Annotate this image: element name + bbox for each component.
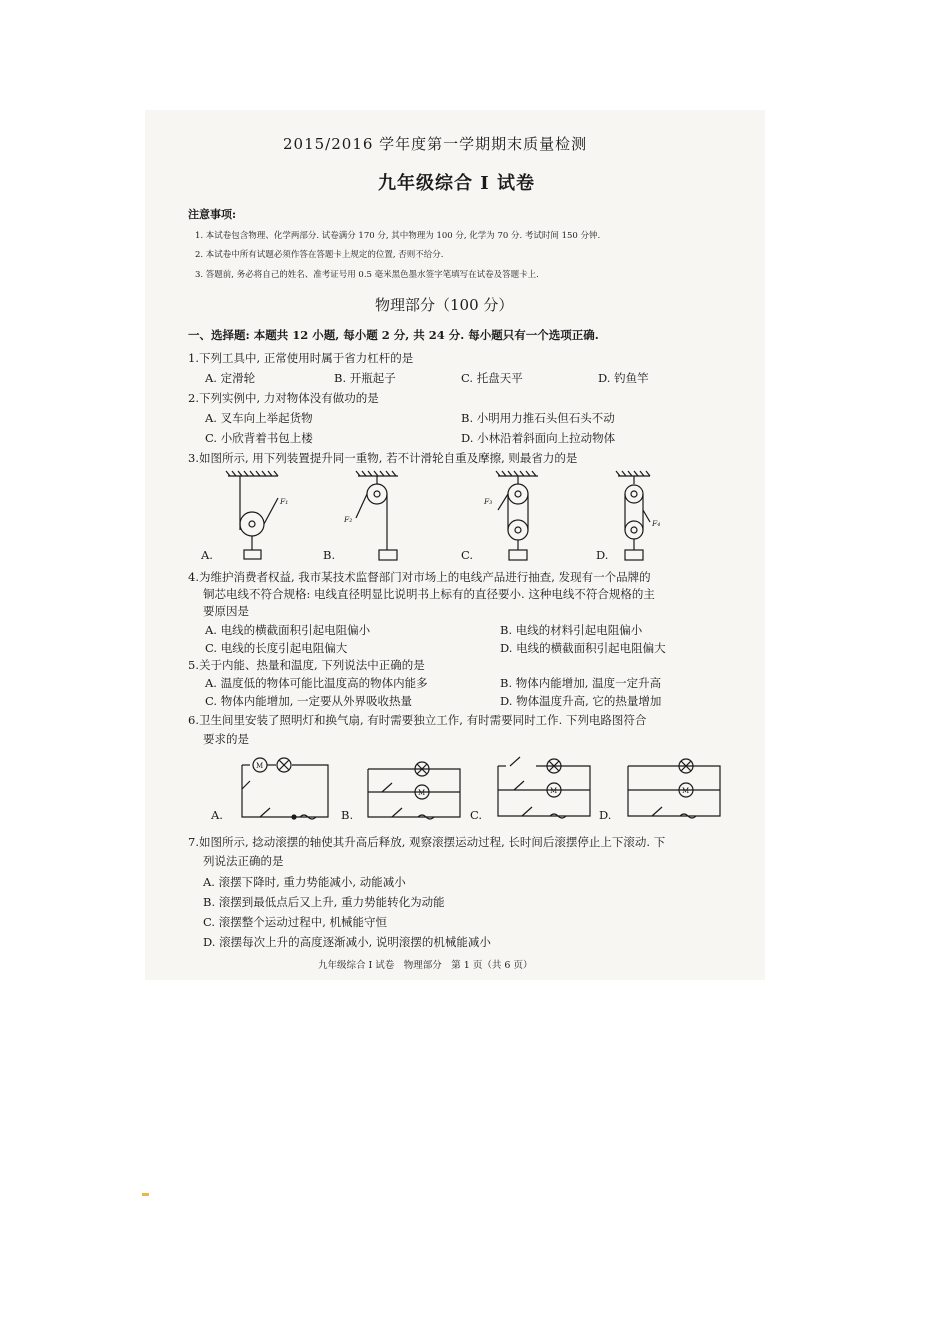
notice-item-1: 1. 本试卷包含物理、化学两部分. 试卷满分 170 分, 其中物理为 100 分, 化学为 70 分. 考试时间 150 分钟. — [195, 231, 601, 241]
question-5-stem: 5.关于内能、热量和温度, 下列说法中正确的是 — [188, 658, 425, 672]
question-7-option-c: C. 滚摆整个运动过程中, 机械能守恒 — [203, 915, 388, 929]
question-1-option-c: C. 托盘天平 — [461, 371, 523, 385]
question-2-option-a: A. 叉车向上举起货物 — [205, 411, 313, 425]
question-2-option-c: C. 小欣背着书包上楼 — [205, 431, 313, 445]
question-5-option-b: B. 物体内能增加, 温度一定升高 — [500, 676, 662, 690]
motor-symbol-b: M — [418, 789, 426, 797]
question-3-stem: 3.如图所示, 用下列装置提升同一重物, 若不计滑轮自重及摩擦, 则最省力的是 — [188, 451, 578, 465]
question-4-option-a: A. 电线的横截面积引起电阻偏小 — [205, 623, 371, 637]
question-4-stem-line-3: 要原因是 — [203, 604, 249, 618]
circuit-diagram-d — [622, 752, 726, 822]
notice-item-2: 2. 本试卷中所有试题必须作答在答题卡上规定的位置, 否则不给分. — [195, 250, 444, 260]
pulley-diagram-c — [480, 470, 560, 570]
question-4-option-c: C. 电线的长度引起电阻偏大 — [205, 641, 348, 655]
circuit-diagram-a — [236, 755, 336, 823]
question-5-option-d: D. 物体温度升高, 它的热量增加 — [500, 694, 662, 708]
question-7-stem-line-1: 7.如图所示, 捻动滚摆的轴使其升高后释放, 观察滚摆运动过程, 长时间后滚摆停止上下滚动. 下 — [188, 835, 666, 849]
force-label-f4: F₄ — [652, 519, 661, 528]
circuit-diagram-b — [362, 755, 466, 823]
question-1-option-d: D. 钓鱼竿 — [598, 371, 649, 385]
question-5-option-a: A. 温度低的物体可能比温度高的物体内能多 — [205, 676, 428, 690]
exam-title: 2015/2016 学年度第一学期期末质量检测 — [283, 135, 588, 153]
motor-symbol-d: M — [682, 787, 690, 795]
motor-symbol-c: M — [550, 787, 558, 795]
force-label-f1: F₁ — [280, 497, 289, 506]
exam-subtitle: 九年级综合 I 试卷 — [378, 173, 535, 194]
question-6-option-a: A. — [211, 808, 223, 822]
question-3-option-c: C. — [461, 548, 474, 562]
pulley-diagram-b — [340, 470, 420, 570]
circuit-diagram-c — [492, 752, 596, 822]
question-6-stem-line-2: 要求的是 — [203, 732, 249, 746]
question-1-option-a: A. 定滑轮 — [205, 371, 256, 385]
question-6-option-d: D. — [599, 808, 612, 822]
notice-heading: 注意事项: — [188, 208, 237, 221]
notice-item-3: 3. 答题前, 务必将自己的姓名、准考证号用 0.5 毫米黑色墨水签字笔填写在试卷及答题卡上. — [195, 270, 539, 280]
scan-mark — [142, 1193, 149, 1196]
motor-symbol-a: M — [256, 762, 264, 770]
pulley-diagram-a — [228, 470, 308, 560]
question-7-option-d: D. 滚摆每次上升的高度逐渐减小, 说明滚摆的机械能减小 — [203, 935, 491, 949]
question-1-option-b: B. 开瓶起子 — [334, 371, 396, 385]
question-5-option-c: C. 物体内能增加, 一定要从外界吸收热量 — [205, 694, 413, 708]
page-footer: 九年级综合 I 试卷 物理部分 第 1 页（共 6 页） — [318, 960, 533, 971]
question-6-option-c: C. — [470, 808, 483, 822]
part-heading: 一、选择题: 本题共 12 小题, 每小题 2 分, 共 24 分. 每小题只有一个选项正确. — [188, 328, 599, 342]
question-4-stem-line-2: 铜芯电线不符合规格: 电线直径明显比说明书上标有的直径要小. 这种电线不符合规格的主 — [203, 587, 655, 601]
question-2-option-d: D. 小林沿着斜面向上拉动物体 — [461, 431, 616, 445]
pulley-diagram-d — [610, 470, 690, 570]
question-1-stem: 1.下列工具中, 正常使用时属于省力杠杆的是 — [188, 351, 414, 365]
question-3-option-d: D. — [596, 548, 609, 562]
question-4-stem-line-1: 4.为维护消费者权益, 我市某技术监督部门对市场上的电线产品进行抽查, 发现有一个品牌的 — [188, 570, 651, 584]
question-7-option-b: B. 滚摆到最低点后又上升, 重力势能转化为动能 — [203, 895, 445, 909]
question-2-stem: 2.下列实例中, 力对物体没有做功的是 — [188, 391, 379, 405]
question-2-option-b: B. 小明用力推石头但石头不动 — [461, 411, 615, 425]
section-title: 物理部分（100 分） — [375, 296, 514, 314]
question-6-stem-line-1: 6.卫生间里安装了照明灯和换气扇, 有时需要独立工作, 有时需要同时工作. 下列电路图符合 — [188, 713, 647, 727]
question-7-option-a: A. 滚摆下降时, 重力势能减小, 动能减小 — [203, 875, 406, 889]
force-label-f3: F₃ — [484, 497, 493, 506]
question-7-stem-line-2: 列说法正确的是 — [203, 854, 284, 868]
question-3-option-a: A. — [201, 548, 213, 562]
question-4-option-b: B. 电线的材料引起电阻偏小 — [500, 623, 643, 637]
force-label-f2: F₂ — [344, 515, 353, 524]
question-6-option-b: B. — [341, 808, 354, 822]
question-4-option-d: D. 电线的横截面积引起电阻偏大 — [500, 641, 666, 655]
question-3-option-b: B. — [323, 548, 336, 562]
